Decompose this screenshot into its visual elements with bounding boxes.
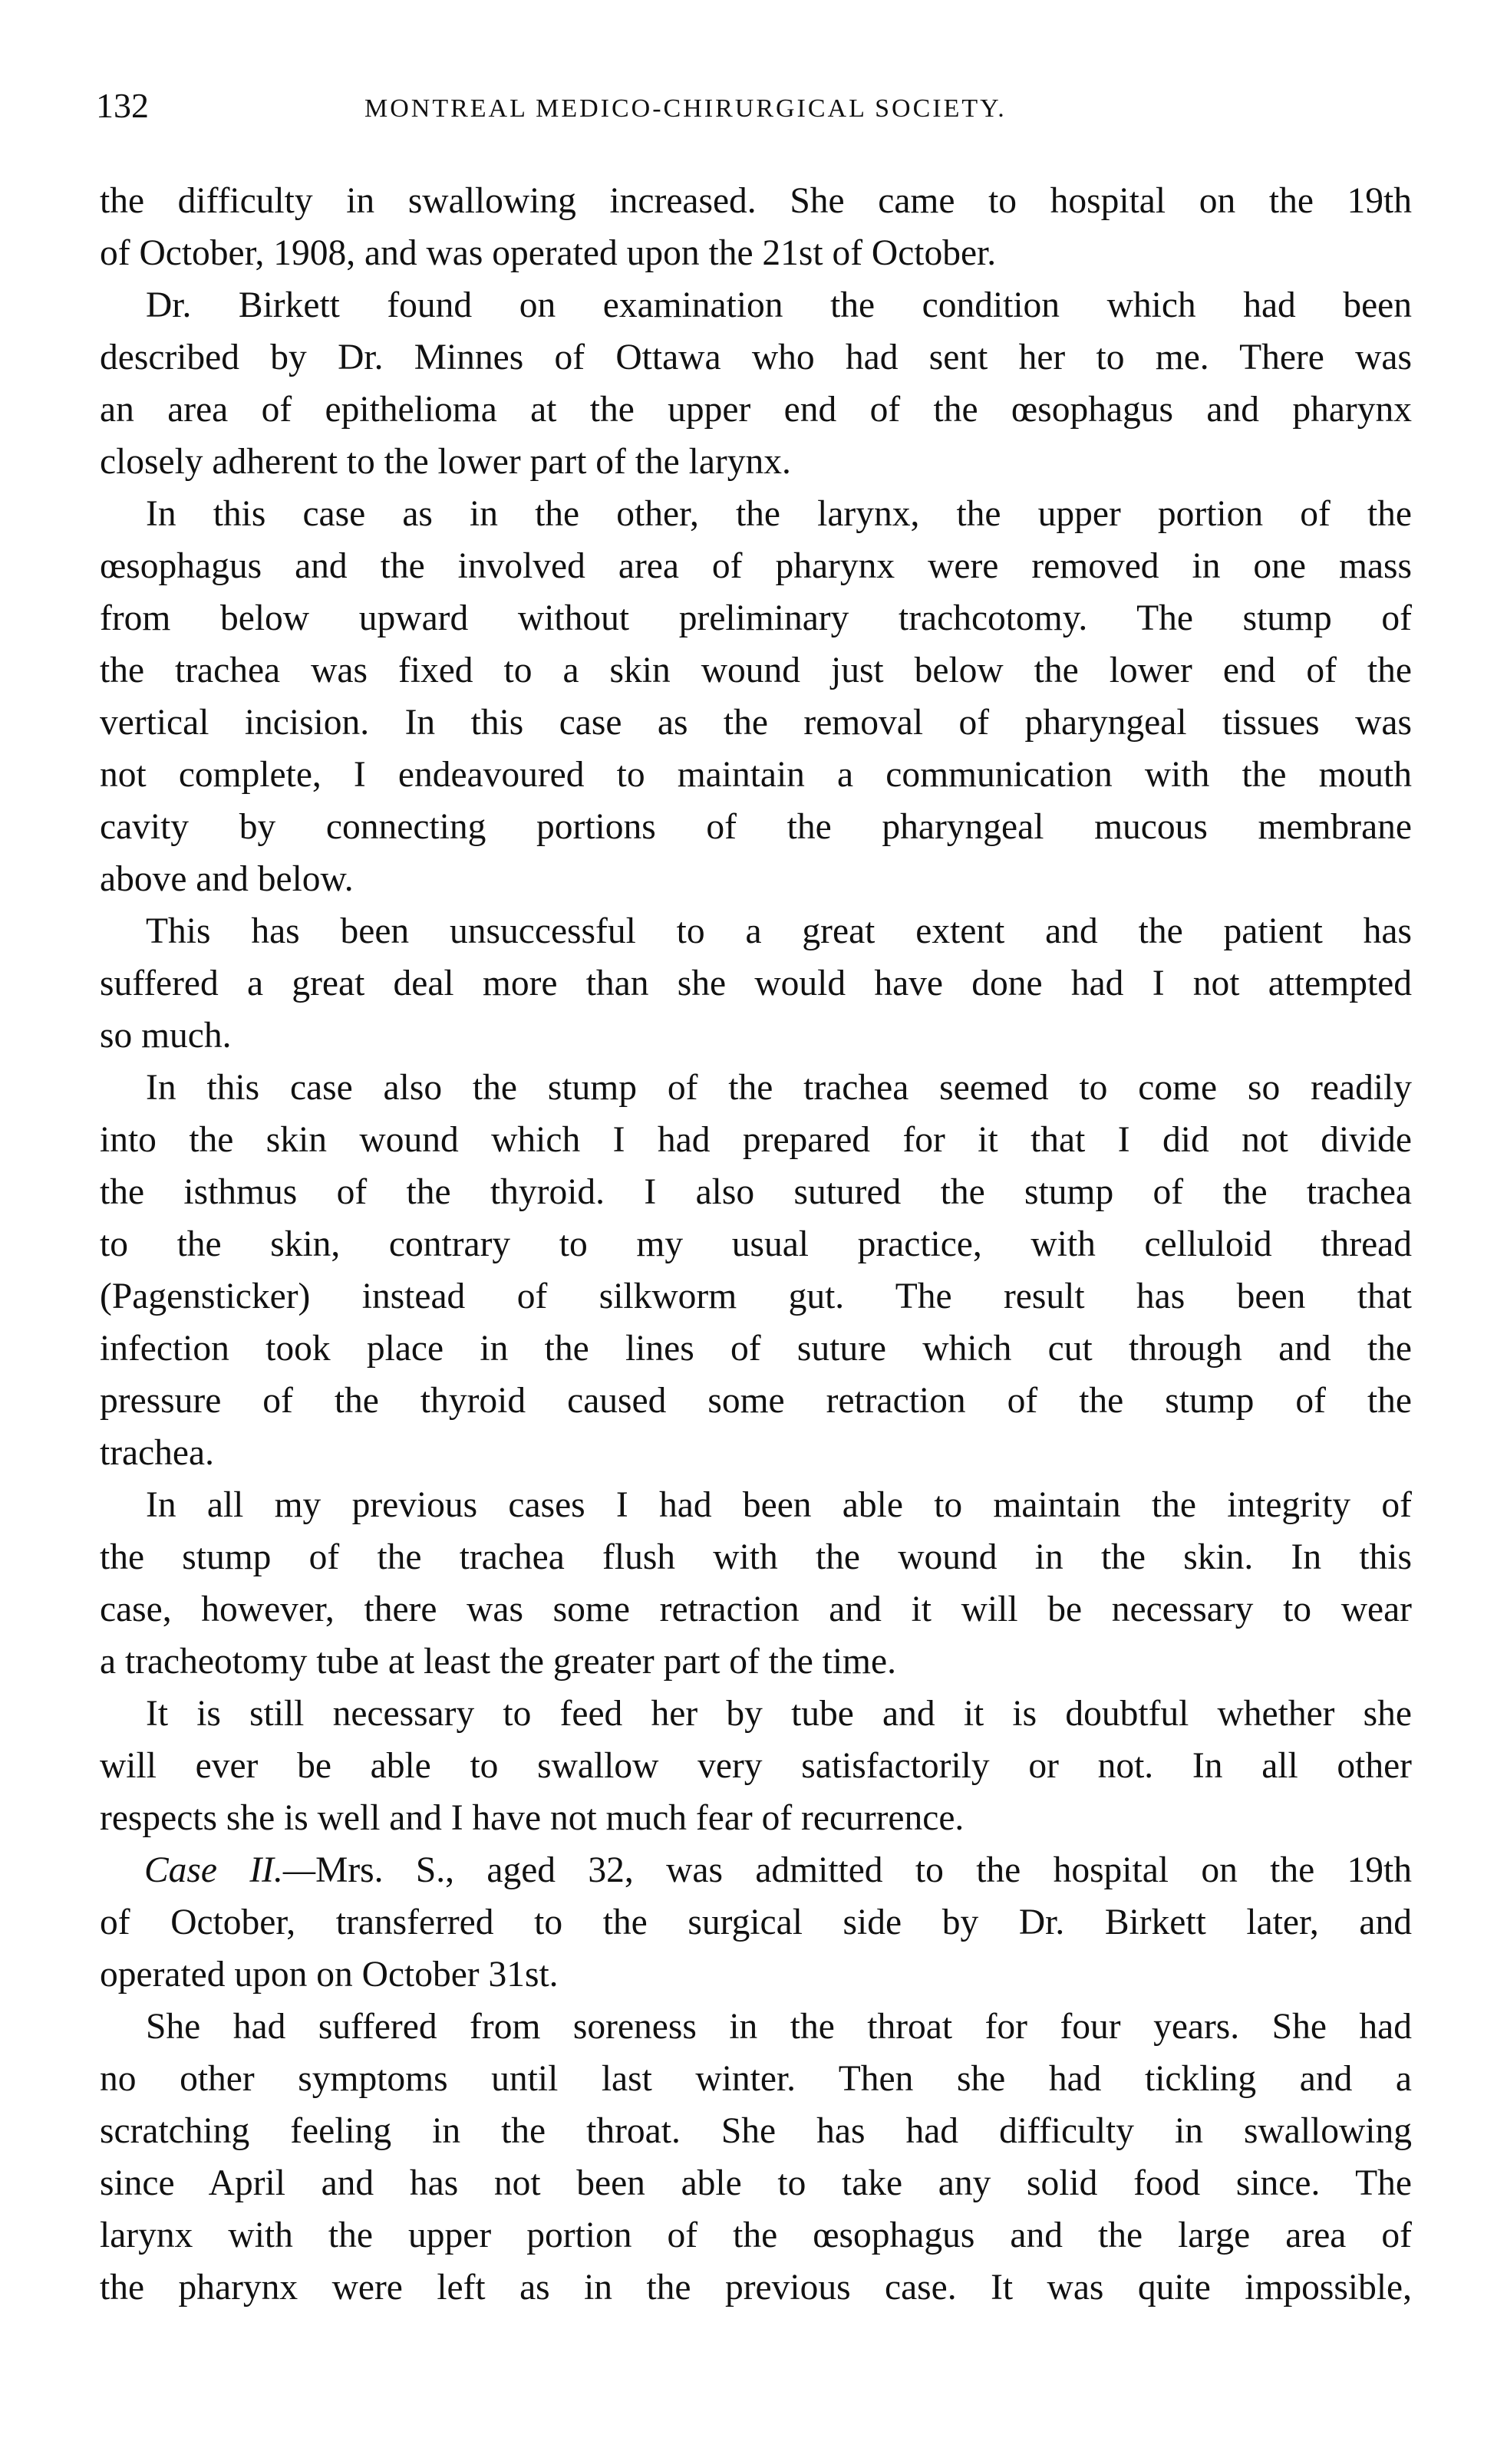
text-line: the stump of the trachea flush with the wound in the skin. In this (100, 1537, 1412, 1577)
running-title: MONTREAL MEDICO-CHIRURGICAL SOCIETY. (364, 94, 1007, 123)
text-line: It is still necessary to feed her by tube and it is doubtful whether she (146, 1694, 1412, 1734)
text-line: so much. (100, 1016, 232, 1056)
body-text (100, 175, 1412, 2314)
text-line: operated upon on October 31st. (100, 1955, 559, 1995)
text-line: (Pagensticker) instead of silkworm gut. The result has been that (100, 1276, 1412, 1316)
text-line: vertical incision. In this case as the removal of pharyngeal tissues was (100, 703, 1412, 743)
text-line: the difficulty in swallowing increased. She came to hospital on the 19th (100, 181, 1412, 221)
text-line: pressure of the thyroid caused some retraction of the stump of the (100, 1381, 1412, 1421)
case-heading-line (100, 1844, 1412, 1896)
text-line: closely adherent to the lower part of the larynx. (100, 442, 791, 482)
text-line: case, however, there was some retraction and it will be necessary to wear (100, 1589, 1412, 1629)
text-line: of October, 1908, and was operated upon the 21st of October. (100, 233, 997, 273)
text-line: the trachea was fixed to a skin wound just below the lower end of the (100, 651, 1412, 690)
text-line: In all my previous cases I had been able to maintain the integrity of (146, 1485, 1412, 1525)
text-line: In this case as in the other, the larynx, the upper portion of the (146, 494, 1412, 534)
text-line: In this case also the stump of the trachea seemed to come so readily (146, 1068, 1412, 1108)
text-line: not complete, I endeavoured to maintain a communication with the mouth (100, 755, 1412, 795)
text-line: respects she is well and I have not much fear of recurrence. (100, 1798, 965, 1838)
case-heading: Case II.— (144, 1850, 316, 1890)
text-line: She had suffered from soreness in the throat for four years. She had (146, 2007, 1412, 2047)
text-line: will ever be able to swallow very satisfactorily or not. In all other (100, 1746, 1412, 1786)
text-line: no other symptoms until last winter. Then she had tickling and a (100, 2059, 1412, 2099)
text-line: the isthmus of the thyroid. I also sutured the stump of the trachea (100, 1172, 1412, 1212)
text-line: from below upward without preliminary trachcotomy. The stump of (100, 598, 1412, 638)
text-line: a tracheotomy tube at least the greater part of the time. (100, 1642, 896, 1682)
text-line: an area of epithelioma at the upper end of the œsophagus and pharynx (100, 390, 1412, 430)
text-line: Dr. Birkett found on examination the condition which had been (146, 285, 1412, 325)
page-number: 132 (96, 86, 149, 125)
text-line: into the skin wound which I had prepared for it that I did not divide (100, 1120, 1412, 1160)
text-line: œsophagus and the involved area of pharynx were removed in one mass (100, 546, 1412, 586)
text-line: Mrs. S., aged 32, was admitted to the hospital on the 19th (315, 1850, 1413, 1890)
text-line: the pharynx were left as in the previous case. It was quite impossible, (100, 2268, 1412, 2308)
text-line: described by Dr. Minnes of Ottawa who had sent her to me. There was (100, 338, 1412, 377)
text-line: of October, transferred to the surgical side by Dr. Birkett later, and (100, 1902, 1412, 1942)
text-line: scratching feeling in the throat. She has had difficulty in swallowing (100, 2111, 1412, 2151)
text-line: since April and has not been able to take any solid food since. The (100, 2163, 1412, 2203)
text-line: suffered a great deal more than she would have done had I not attempted (100, 964, 1412, 1003)
running-head (96, 83, 1416, 129)
text-line: This has been unsuccessful to a great extent and the patient has (146, 911, 1412, 951)
text-line: cavity by connecting portions of the pharyngeal mucous membrane (100, 807, 1412, 847)
text-line: infection took place in the lines of suture which cut through and the (100, 1329, 1412, 1369)
text-line: above and below. (100, 859, 354, 899)
text-line: trachea. (100, 1433, 214, 1473)
text-line: larynx with the upper portion of the œsophagus and the large area of (100, 2215, 1412, 2255)
text-line: to the skin, contrary to my usual practice, with celluloid thread (100, 1224, 1412, 1264)
